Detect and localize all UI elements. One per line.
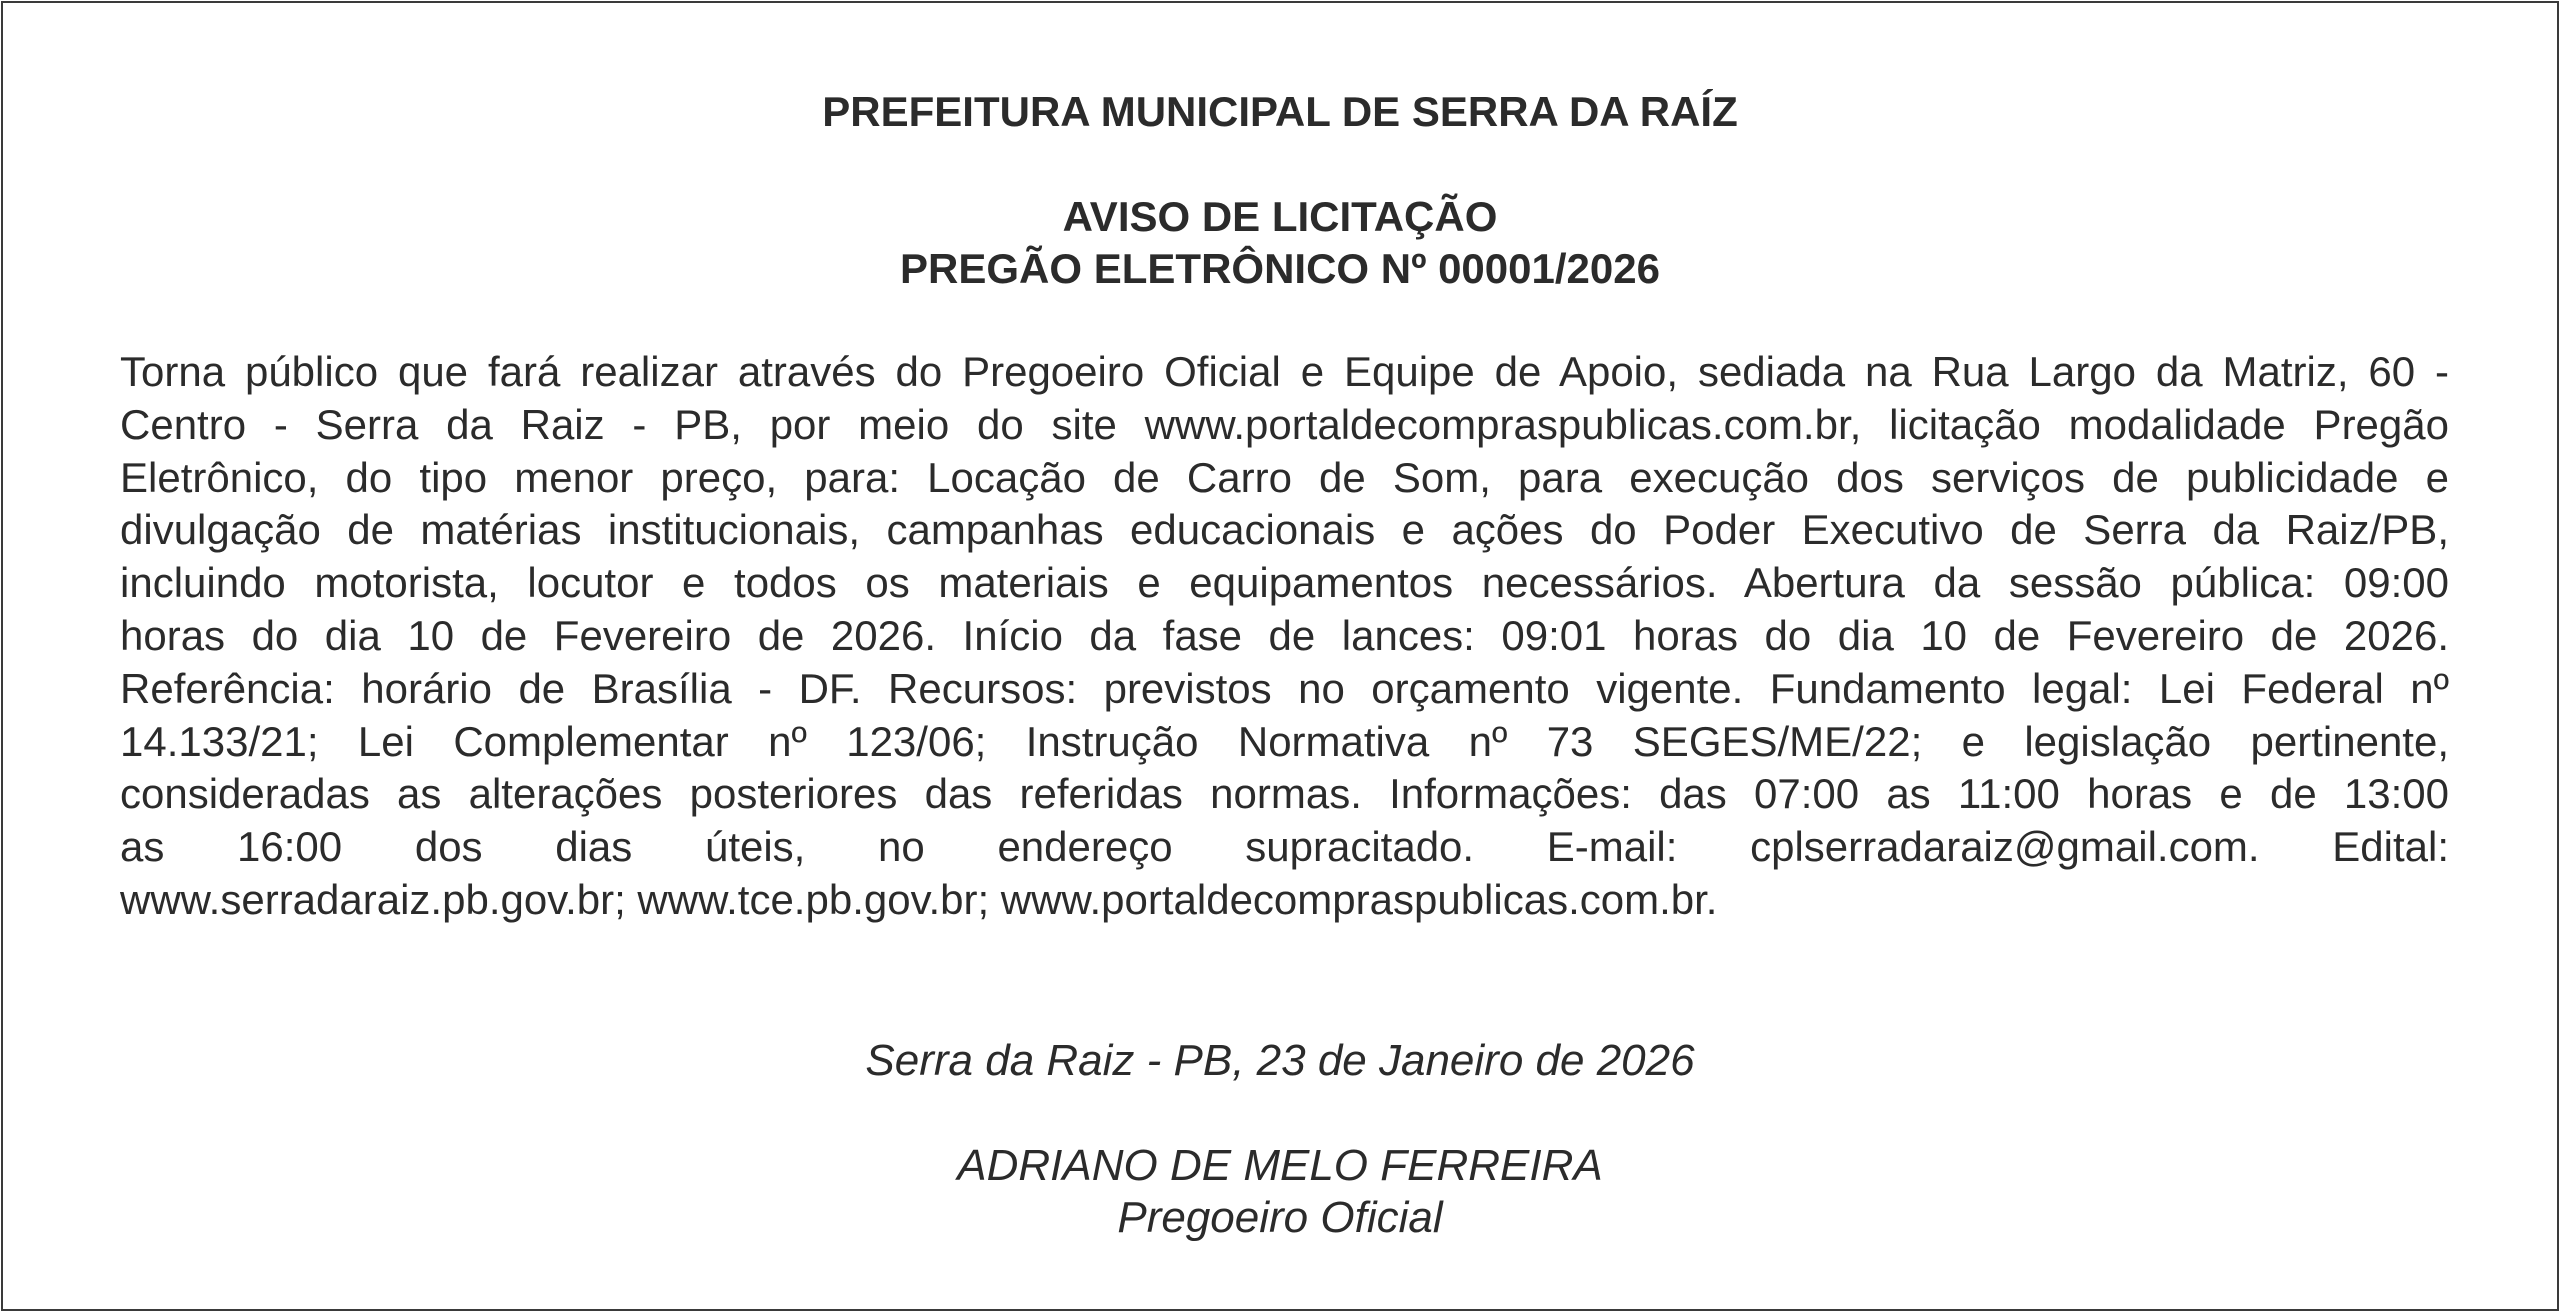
body-line: 14.133/21; Lei Complementar nº 123/06; Instrução Normativa nº 73 SEGES/ME/22; e legislação pertinente, [120,717,2449,765]
body-line: horas do dia 10 de Fevereiro de 2026. Início da fase de lances: 09:01 horas do dia 10 de Fevereiro de 2026. [120,611,2449,659]
notice-type-heading: AVISO DE LICITAÇÃO [1062,193,1498,240]
place-date: Serra da Raiz - PB, 23 de Janeiro de 2026 [865,1036,1695,1085]
organization-title: PREFEITURA MUNICIPAL DE SERRA DA RAÍZ [822,88,1738,135]
body-line: www.serradaraiz.pb.gov.br; www.tce.pb.gov.br; www.portaldecompraspublicas.com.br. [120,875,1718,923]
body-line: Eletrônico, do tipo menor preço, para: Locação de Carro de Som, para execução dos serviços de publicidade e [120,453,2449,501]
body-line: divulgação de matérias institucionais, campanhas educacionais e ações do Poder Executivo de Serra da Raiz/PB, [120,506,2449,554]
body-line: incluindo motorista, locutor e todos os materiais e equipamentos necessários. Abertura da sessão pública: 09:00 [120,559,2449,607]
body-line: Centro - Serra da Raiz - PB, por meio do site www.portaldecompraspublicas.com.br, licitação modalidade Pregão [120,400,2449,448]
procedure-heading: PREGÃO ELETRÔNICO Nº 00001/2026 [900,245,1660,292]
body-line: Referência: horário de Brasília - DF. Recursos: previstos no orçamento vigente. Fundamento legal: Lei Federal nº [120,664,2449,712]
body-line: as 16:00 dos dias úteis, no endereço supracitado. E-mail: cplserradaraiz@gmail.com. Edital: [120,823,2449,871]
signer-name: ADRIANO DE MELO FERREIRA [957,1141,1603,1190]
body-line: consideradas as alterações posteriores das referidas normas. Informações: das 07:00 as 11:00 horas e de 13:00 [120,770,2449,818]
notice-panel [1,1,2559,1311]
signer-title: Pregoeiro Oficial [1117,1193,1443,1242]
notice-body [120,346,2449,927]
body-line: Torna público que fará realizar através do Pregoeiro Oficial e Equipe de Apoio, sediada na Rua Largo da Matriz, 60 - [120,348,2449,395]
